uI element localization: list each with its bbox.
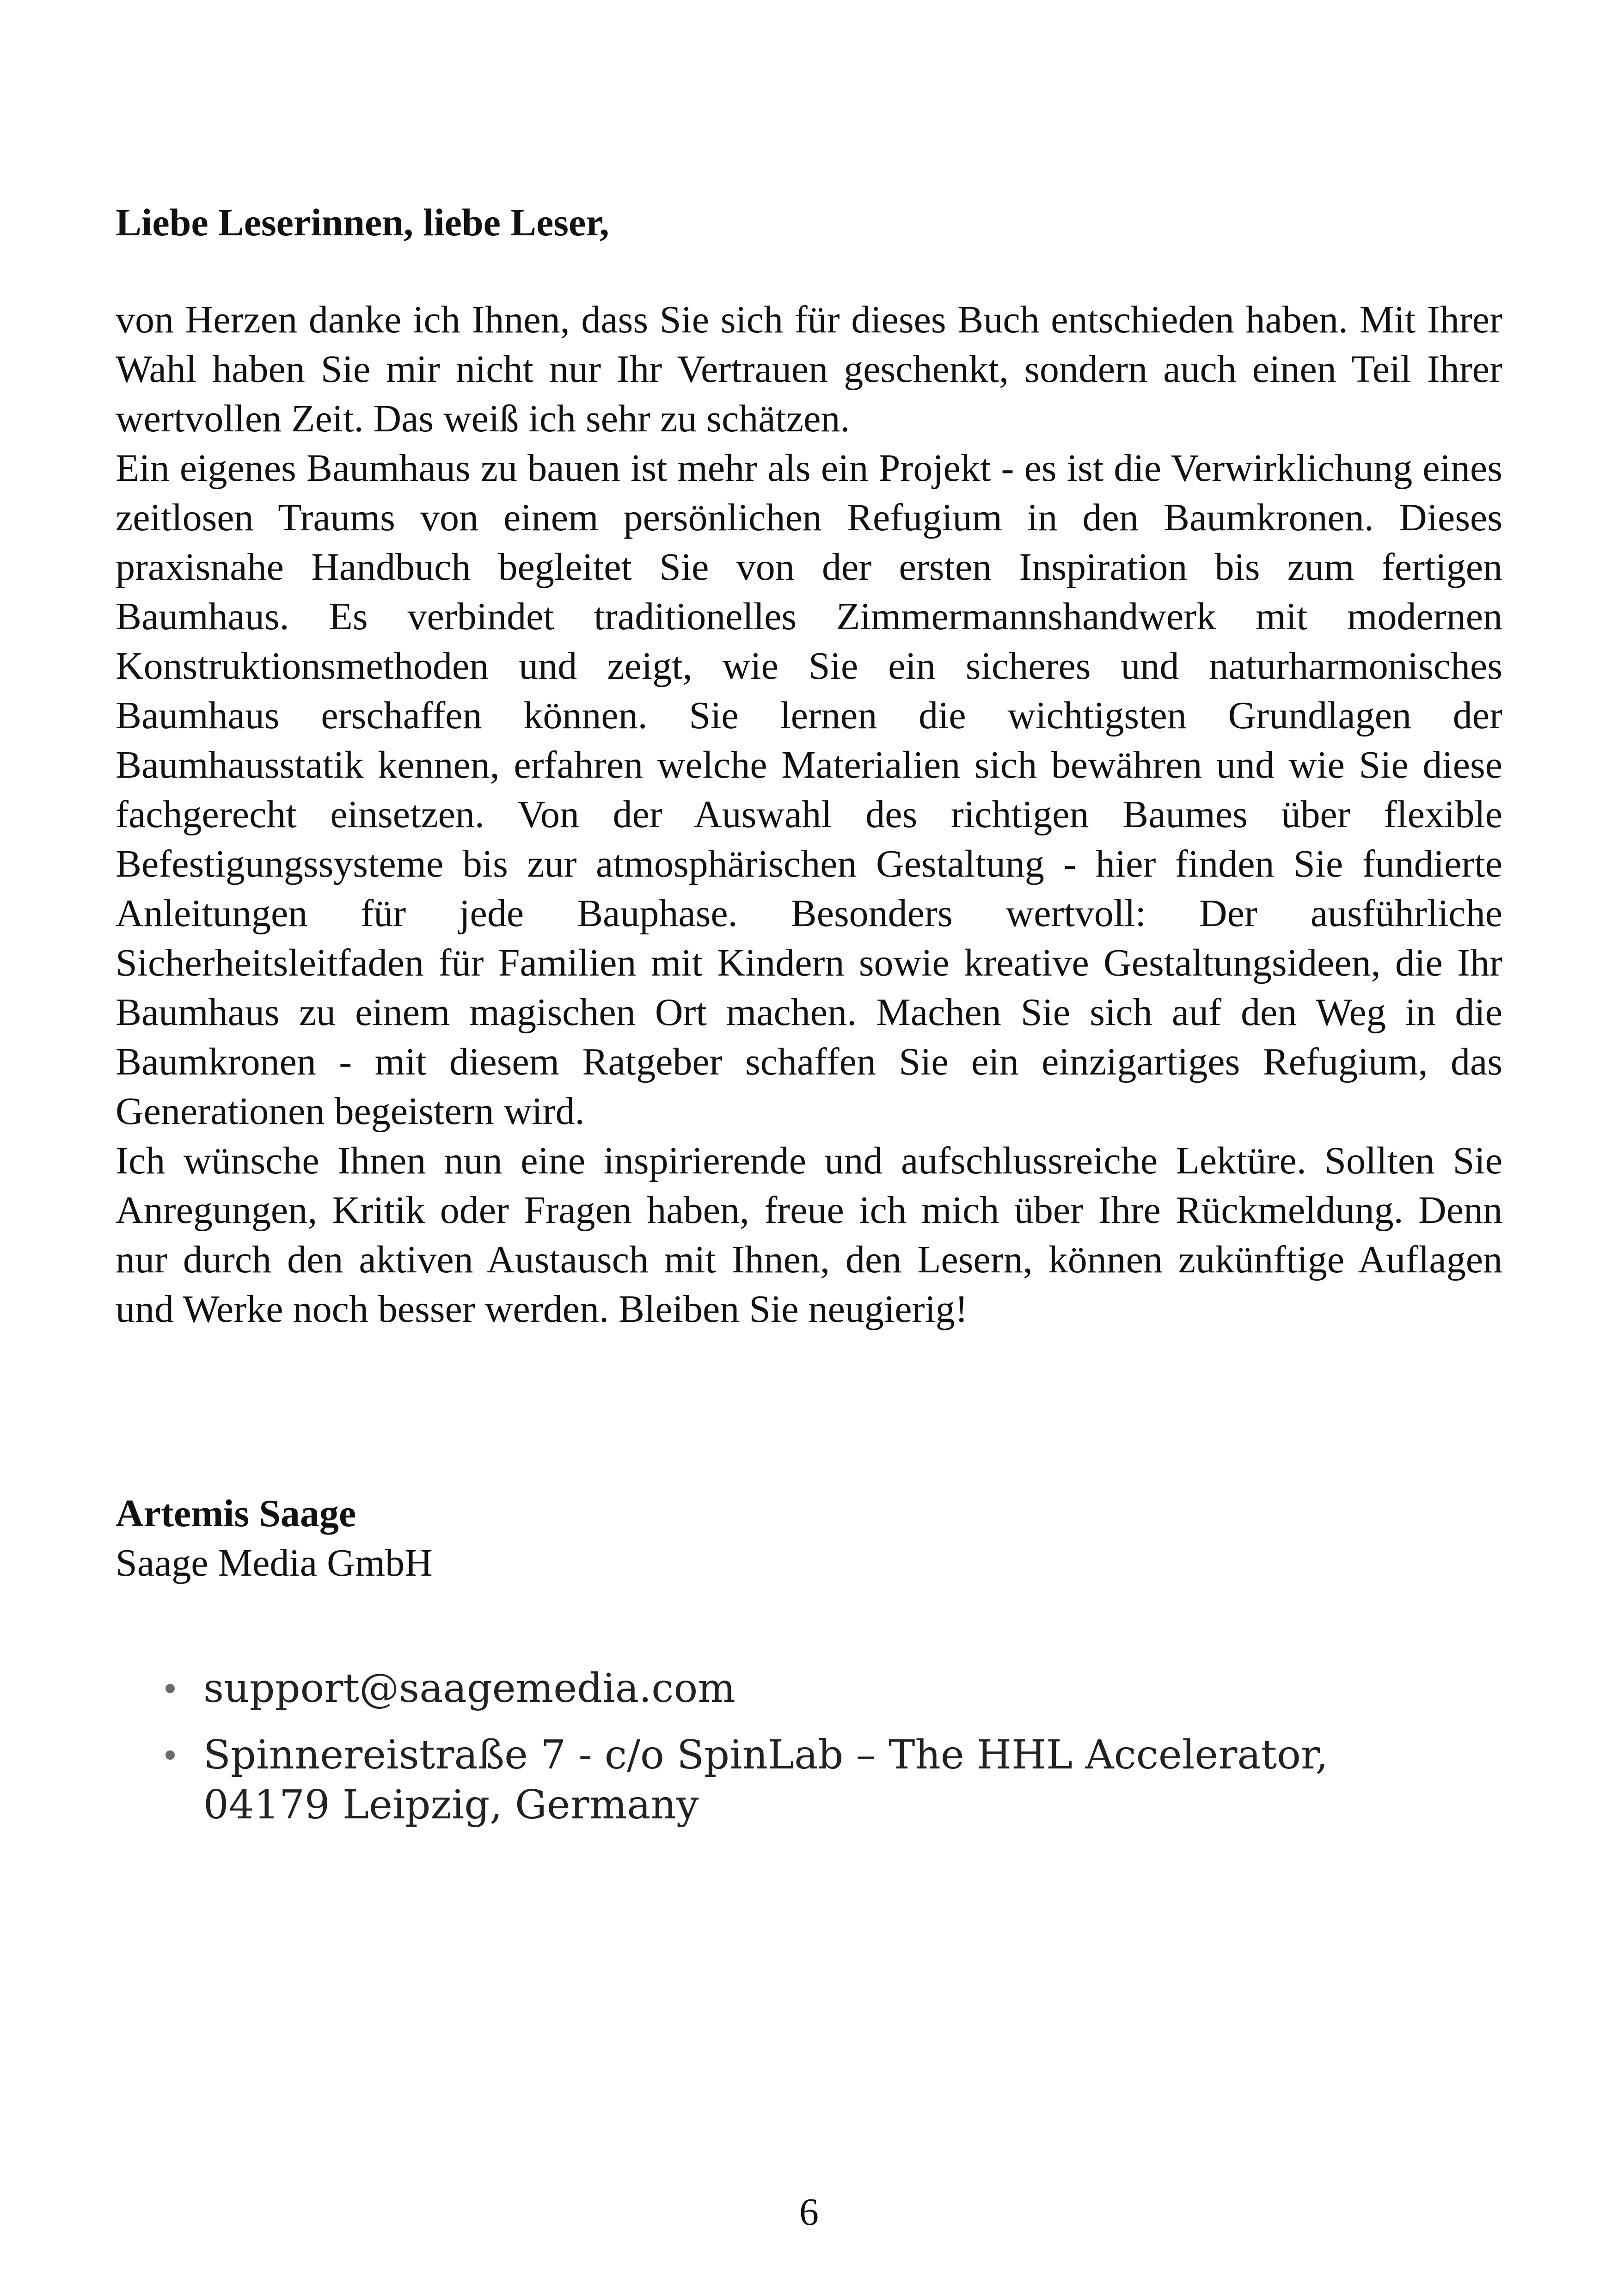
page-number: 6 bbox=[799, 2191, 819, 2234]
bullet-icon bbox=[165, 1684, 175, 1693]
author-name: Artemis Saage bbox=[116, 1492, 356, 1535]
company-name: Saage Media GmbH bbox=[116, 1541, 433, 1584]
signature-block bbox=[116, 1489, 1502, 1588]
paragraph-closing: Ich wünsche Ihnen nun eine inspirierende und aufschlussreiche Lektüre. Sollten Sie Anregungen, Kritik oder Fragen haben, freue ich mich über Ihre Rückmeldung. Denn nur durch den aktiven Austausch mit Ihnen, den Lesern, können zukünftige Auflagen und Werke noch besser werden. Bleiben Sie neugierig! bbox=[116, 1139, 1502, 1331]
letter-body bbox=[116, 295, 1502, 1334]
contact-address-item bbox=[157, 1730, 1452, 1830]
salutation: Liebe Leserinnen, liebe Leser, bbox=[116, 201, 609, 244]
contact-list bbox=[157, 1664, 1452, 1847]
contact-email[interactable]: support@saagemedia.com bbox=[203, 1665, 735, 1712]
contact-address: Spinnereistraße 7 - c/o SpinLab – The HHL Accelerator, 04179 Leipzig, Germany bbox=[203, 1732, 1328, 1828]
bullet-icon bbox=[165, 1750, 175, 1760]
paragraph-thanks: von Herzen danke ich Ihnen, dass Sie sich für dieses Buch entschieden haben. Mit Ihrer Wahl haben Sie mir nicht nur Ihr Vertrauen geschenkt, sondern auch einen Teil Ihrer wertvollen Zeit. Das weiß ich sehr zu schätzen. bbox=[116, 298, 1502, 440]
paragraph-book-description: Ein eigenes Baumhaus zu bauen ist mehr als ein Projekt - es ist die Verwirklichung eines zeitlosen Traums von einem persönlichen Refugium in den Baumkronen. Dieses praxisnahe Handbuch begleitet Sie von der ersten Inspiration bis zum fertigen Baumhaus. Es verbindet traditionelles Zimmermannshandwerk mit modernen Konstruktionsmethoden und zeigt, wie Sie ein sicheres und naturharmonisches Baumhaus erschaffen können. Sie lernen die wichtigsten Grundlagen der Baumhausstatik kennen, erfahren welche Materialien sich bewähren und wie Sie diese fachgerecht einsetzen. Von der Auswahl des richtigen Baumes über flexible Befestigungssysteme bis zur atmosphärischen Gestaltung - hier finden Sie fundierte Anleitungen für jede Bauphase. Besonders wertvoll: Der ausführliche Sicherheitsleitfaden für Familien mit Kindern sowie kreative Gestaltungsideen, die Ihr Baumhaus zu einem magischen Ort machen. Machen Sie sich auf den Weg in die Baumkronen - mit diesem Ratgeber schaffen Sie ein einzigartiges Refugium, das Generationen begeistern wird. bbox=[116, 447, 1502, 1133]
contact-email-item[interactable] bbox=[157, 1664, 1452, 1713]
